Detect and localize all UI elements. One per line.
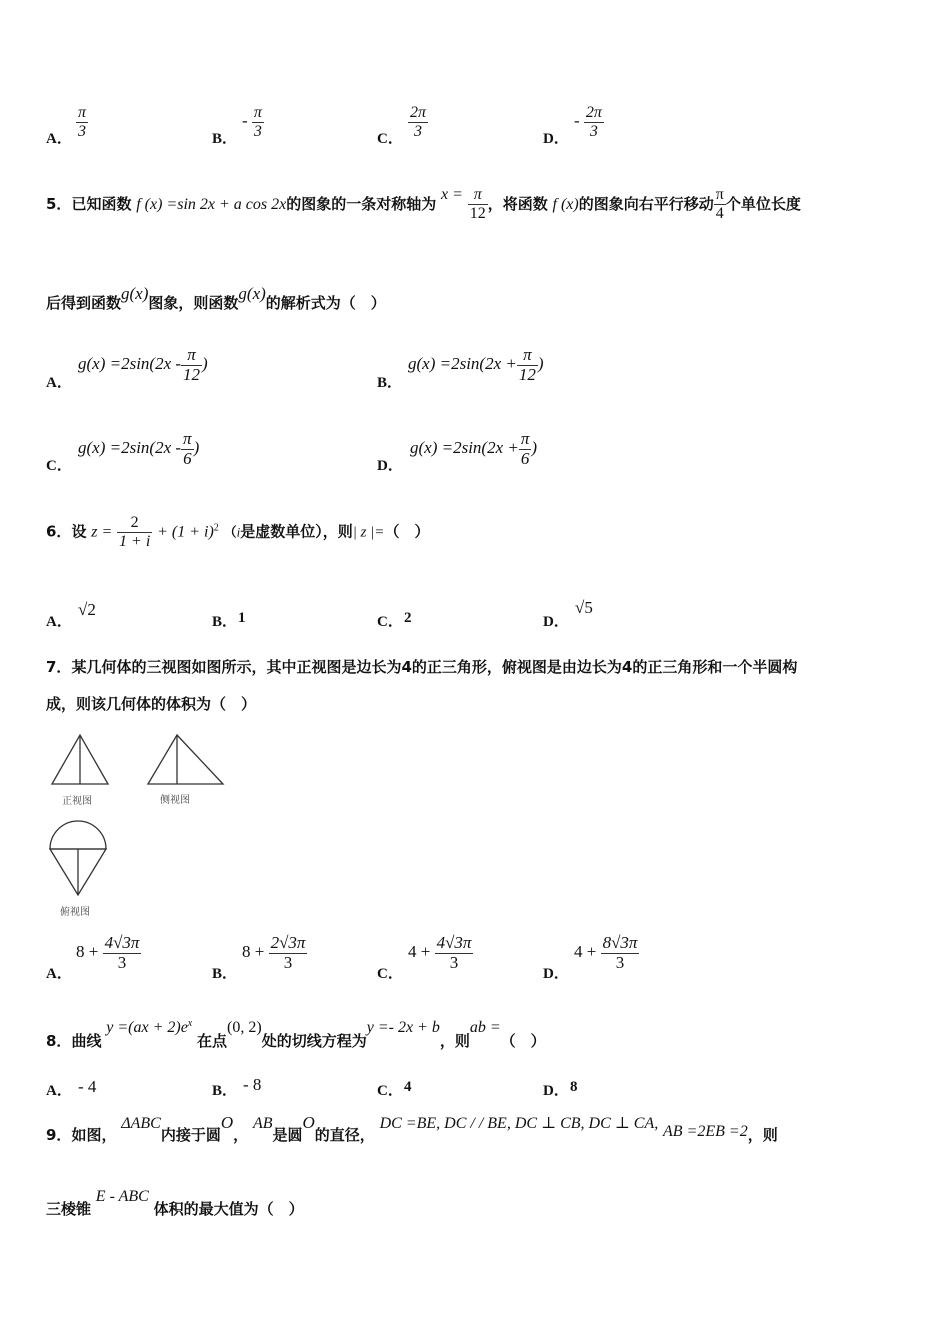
q6-option-a-value: √2: [78, 600, 96, 619]
q6-number: 6．: [46, 522, 72, 541]
q8-option-d-value: 8: [570, 1079, 578, 1095]
q5-option-b-label: B．: [377, 375, 403, 391]
q5-option-d-label: D．: [377, 458, 403, 474]
q5-function: f (x) =sin 2x + a cos 2x: [136, 196, 287, 213]
q7-option-a-value: 8 + $\frac{4√3\pi}{3}$: [76, 933, 140, 972]
q8-option-d-label: D．: [543, 1083, 569, 1099]
q5-axis-fraction: $\frac{\pi}{12}$: [469, 186, 486, 222]
q6-text: 设: [71, 522, 87, 541]
q8-point: (0, 2): [227, 1019, 262, 1036]
q8-option-a-value: - 4: [78, 1077, 97, 1096]
q9-circle-o-2: O: [302, 1113, 315, 1132]
q8-text: （ ）: [500, 1032, 546, 1050]
q5-stem-line1: [46, 186, 801, 223]
q8-stem: [46, 1018, 546, 1051]
q7-option-d-label: D．: [543, 966, 569, 982]
q6-z-fraction: $\frac{2}{1 + i}$: [119, 514, 151, 550]
side-view-triangle: [148, 735, 223, 784]
q6-option-a-label: A．: [46, 614, 72, 630]
q6-i: i: [236, 524, 241, 540]
q5-text: 图象，则函数: [148, 294, 239, 312]
q6-z-exponent: 2: [213, 522, 219, 534]
q7-option-a-label: A．: [46, 966, 72, 982]
q6-abs-z: | z |=: [352, 524, 385, 541]
q7-option-d-value: 4 + $\frac{8√3\pi}{3}$: [574, 933, 638, 972]
q5-option-d-value: g(x) =2sin(2x + $\frac{\pi}{6}$ ): [410, 429, 538, 468]
q9-number: 9．: [46, 1126, 72, 1144]
q6-option-d-label: D．: [543, 614, 569, 630]
q7-text: 某几何体的三视图如图所示，其中正视图是边长为4的正三角形，俯视图是由边长为4的正三角形和一个半圆构: [71, 658, 798, 676]
q5-number: 5．: [46, 195, 72, 213]
q5-option-a-label: A．: [46, 375, 72, 391]
q9-pyramid: E - ABC: [95, 1188, 149, 1205]
q8-text: 处的切线方程为: [261, 1032, 367, 1050]
q7-option-b-value: 8 + $\frac{2√3\pi}{3}$: [242, 933, 306, 972]
q5-option-c-value: g(x) =2sin(2x - $\frac{\pi}{6}$ ): [78, 429, 200, 468]
q5-text: 的图象向右平行移动: [578, 195, 714, 213]
q5-text: 已知函数: [71, 195, 132, 213]
q6-text: （ ）: [384, 522, 430, 541]
q8-number: 8．: [46, 1032, 72, 1050]
q5-shift-fraction: $\frac{\pi}{4}$: [715, 186, 724, 222]
q4-option-d-value: - $\frac{2\pi}{3}$: [574, 104, 602, 140]
q5-option-c-label: C．: [46, 458, 72, 474]
q6-option-b-value: 1: [238, 610, 246, 626]
q4-option-c-value: $\frac{2\pi}{3}$: [410, 104, 427, 140]
q8-curve: y =(ax + 2)e: [106, 1019, 188, 1036]
side-view-caption: 侧视图: [160, 795, 190, 806]
top-view-shape: [50, 821, 106, 895]
q6-option-b-label: B．: [212, 614, 238, 630]
q7-stem-line2: 成，则该几何体的体积为（ ）: [46, 695, 257, 713]
q5-option-b-value: g(x) =2sin(2x + $\frac{\pi}{12}$ ): [408, 345, 544, 384]
q9-text: 体积的最大值为（ ）: [153, 1200, 304, 1218]
q8-curve-exponent: x: [187, 1018, 193, 1029]
q6-text: （: [223, 525, 237, 541]
q8-tangent: y =- 2x + b: [366, 1019, 440, 1036]
q8-option-a-label: A．: [46, 1083, 72, 1099]
q4-option-a-value: $\frac{\pi}{3}$: [78, 104, 87, 140]
q6-option-d-value: √5: [575, 598, 593, 617]
q5-text: ，将函数: [487, 195, 548, 213]
top-view-caption: 俯视图: [60, 907, 90, 918]
q4-option-a-label: A．: [46, 131, 72, 147]
q7-stem-line1: [46, 656, 797, 677]
q7-option-b-label: B．: [212, 966, 238, 982]
q5-text: 个单位长度: [725, 195, 801, 213]
q8-text: 曲线: [71, 1032, 102, 1050]
q9-text: 三棱锥: [46, 1200, 92, 1218]
q4-option-d-label: D．: [543, 131, 569, 147]
q5-axis-x: x =: [441, 186, 463, 203]
q9-text: ，则: [747, 1126, 778, 1144]
q8-ab: ab =: [469, 1019, 501, 1036]
q4-option-c-label: C．: [377, 131, 403, 147]
q9-stem-line2: [46, 1187, 304, 1219]
q9-triangle: ΔABC: [121, 1115, 161, 1132]
front-view-triangle: [52, 735, 108, 784]
q4-option-b-value: - $\frac{\pi}{3}$: [242, 104, 262, 140]
q5-function-2: f (x): [552, 196, 579, 213]
q8-option-c-label: C．: [377, 1083, 403, 1099]
q4-option-b-label: B．: [212, 131, 238, 147]
q7-option-c-value: 4 + $\frac{4√3\pi}{3}$: [408, 933, 472, 972]
q8-option-c-value: 4: [404, 1079, 412, 1095]
q8-option-b-value: - 8: [243, 1075, 262, 1094]
q5-text: 的解析式为（ ）: [265, 294, 386, 312]
q9-text: 内接于圆: [160, 1126, 221, 1144]
q6-z-tail: + (1 + i): [157, 523, 214, 541]
q5-text: 的图象的一条对称轴为: [286, 195, 437, 213]
q9-stem-line1: [46, 1113, 778, 1145]
q6-stem: [46, 514, 429, 550]
q6-z: z =: [91, 523, 113, 541]
q6-text: 是虚数单位），则: [240, 522, 353, 541]
q9-conditions-2: AB =2EB =2: [663, 1123, 748, 1140]
q5-g-2: g(x): [238, 284, 266, 303]
q9-text: 是圆: [272, 1126, 303, 1144]
q9-text: 的直径，: [314, 1126, 375, 1144]
q9-text: 如图，: [71, 1126, 117, 1144]
q8-text: 在点: [197, 1032, 228, 1050]
q8-text: ，则: [439, 1032, 470, 1050]
three-view-figure: [44, 730, 234, 922]
q9-circle-o: O: [220, 1113, 234, 1132]
q5-text: 后得到函数: [46, 294, 122, 312]
q7-number: 7．: [46, 658, 72, 676]
q5-stem-line2: [46, 284, 386, 313]
q6-option-c-value: 2: [404, 610, 412, 626]
q5-g: g(x): [121, 284, 149, 303]
q9-conditions: DC =BE, DC / / BE, DC ⊥ CB, DC ⊥ CA,: [379, 1115, 659, 1132]
q6-option-c-label: C．: [377, 614, 403, 630]
q5-option-a-value: g(x) =2sin(2x - $\frac{\pi}{12}$ ): [78, 345, 208, 384]
q9-ab: AB: [252, 1115, 273, 1132]
q7-option-c-label: C．: [377, 966, 403, 982]
front-view-caption: 正视图: [62, 796, 92, 807]
q8-option-b-label: B．: [212, 1083, 238, 1099]
q9-text: ，: [233, 1126, 249, 1144]
